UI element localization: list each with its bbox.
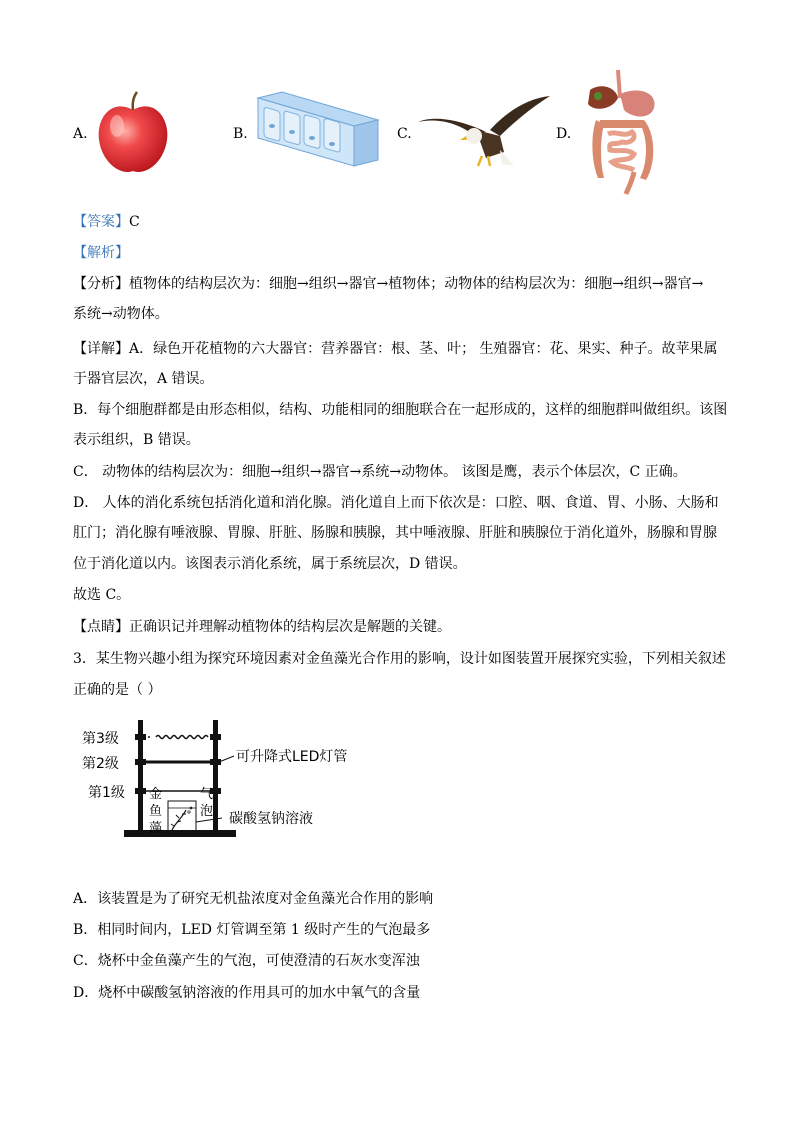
question-text: 3．某生物兴趣小组为探究环境因素对金鱼藻光合作用的影响，设计如图装置开展探究实验，下列相关叙述: [73, 651, 726, 667]
eagle-icon: [416, 92, 552, 174]
analysis-line: B．每个细胞群都是由形态相似，结构、功能相同的细胞联合在一起形成的，这样的细胞群叫做组织。该图: [73, 402, 728, 418]
choice-c: C．烧杯中金鱼藻产生的气泡，可使澄清的石灰水变浑浊: [73, 953, 420, 969]
answer-tag: 【答案】: [73, 214, 129, 230]
analysis-line: 位于消化道以内。该图表示消化系统，属于系统层次，D 错误。: [73, 556, 467, 572]
level-1-label: 第1级: [88, 785, 125, 801]
option-b-label: B.: [233, 126, 248, 142]
apparatus-diagram: [82, 714, 362, 844]
analysis-line: 【详解】A．绿色开花植物的六大器官：营养器官：根、茎、叶； 生殖器官：花、果实、种子。故苹果属: [73, 341, 718, 357]
choice-d: D．烧杯中碳酸氢钠溶液的作用具可的加水中氧气的含量: [73, 985, 421, 1001]
answer-line: [73, 212, 140, 232]
apple-icon: [92, 88, 174, 178]
choice-b: B．相同时间内，LED 灯管调至第 1 级时产生的气泡最多: [73, 922, 431, 938]
analysis-line: 系统→动物体。: [73, 306, 169, 322]
analysis-line: 肛门；消化腺有唾液腺、胃腺、肝脏、肠腺和胰腺，其中唾液腺、肝脏和胰腺位于消化道外，肠腺和胃腺: [73, 525, 717, 541]
led-label: 可升降式LED灯管: [236, 749, 348, 765]
answer-value: C: [129, 214, 140, 230]
plant-label: 金 鱼 藻: [149, 787, 163, 836]
option-a-label: A.: [73, 126, 88, 142]
analysis-line: 【分析】植物体的结构层次为：细胞→组织→器官→植物体；动物体的结构层次为：细胞→组织→器官→: [73, 276, 704, 292]
analysis-tag: 【解析】: [73, 245, 129, 261]
bubble-label: 气 泡: [200, 787, 214, 819]
analysis-line: 表示组织，B 错误。: [73, 432, 200, 448]
analysis-line: 于器官层次，A 错误。: [73, 371, 214, 387]
option-c-label: C.: [397, 126, 412, 142]
option-d-label: D.: [556, 126, 572, 142]
question-text: 正确的是（ ）: [73, 682, 162, 698]
cell-tissue-icon: [254, 90, 380, 168]
analysis-line: 故选 C。: [73, 587, 131, 603]
level-3-label: 第3级: [82, 731, 119, 747]
analysis-line: D． 人体的消化系统包括消化道和消化腺。消化道自上而下依次是：口腔、咽、食道、胃、小肠、大肠和: [73, 495, 719, 511]
solution-label: 碳酸氢钠溶液: [229, 811, 313, 827]
level-2-label: 第2级: [82, 756, 119, 772]
digestive-system-icon: [582, 68, 666, 196]
choice-a: A．该装置是为了研究无机盐浓度对金鱼藻光合作用的影响: [73, 891, 434, 907]
analysis-line: C． 动物体的结构层次为：细胞→组织→器官→系统→动物体。 该图是鹰，表示个体层次，C 正确。: [73, 464, 687, 480]
analysis-line: 【点睛】正确识记并理解动植物体的结构层次是解题的关键。: [73, 619, 451, 635]
